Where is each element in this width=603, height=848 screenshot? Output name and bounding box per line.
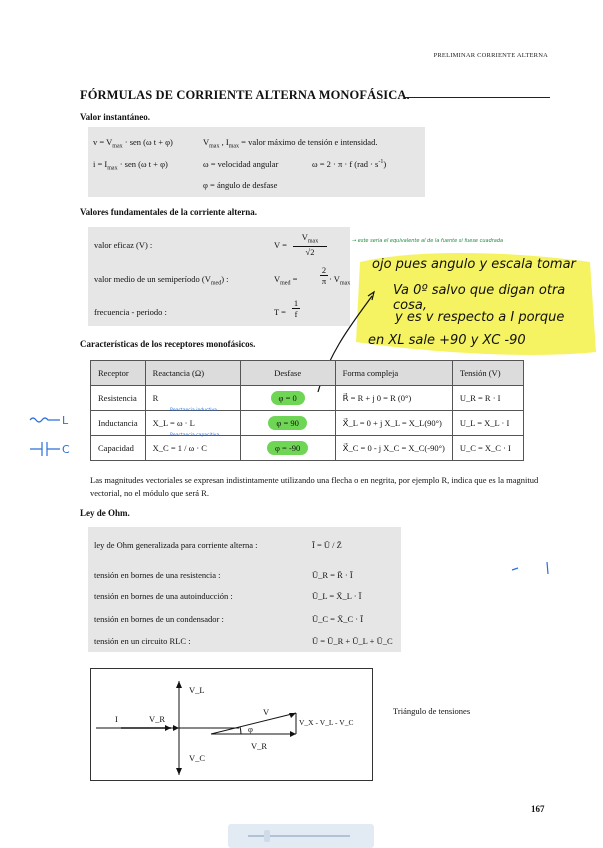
table-header-cell: Desfase (240, 361, 335, 386)
cell-compleja: X⃗_C = 0 - j X_C = X_C(-90°) (335, 436, 452, 461)
capacitance-handnote: Reactancia capacitiva (170, 433, 220, 438)
section-instant: Valor instantáneo. (80, 112, 151, 122)
arrowhead-VC (176, 768, 182, 775)
receivers-table (90, 360, 524, 461)
label-V: V (263, 707, 270, 717)
desfase-highlight: φ = -90 (267, 441, 308, 455)
ohm-formula: Ū_L = X̄_L · Ī (312, 591, 362, 601)
label-VX: V_X - V_L - V_C (299, 718, 354, 727)
freq-label: frecuencia - periodo : (94, 307, 167, 317)
mean-formula: $V_{med}$ = (274, 274, 298, 287)
vmax-def: $V_{max}$ , $I_{max}$ = valor máximo de tensión e intensidad. (203, 137, 378, 150)
section-fundamental: Valores fundamentales de la corriente alterna. (80, 207, 257, 217)
label-VC: V_C (189, 753, 206, 763)
section-receivers: Características de los receptores monofásicos. (80, 339, 256, 349)
table-row (91, 436, 524, 461)
cell-reactancia: X_L = ω · L (145, 411, 240, 436)
desfase-highlight: φ = 90 (268, 416, 306, 430)
arrowhead-V (289, 713, 296, 718)
rms-lhs: V = (274, 240, 287, 250)
cell-receptor: Inductancia (91, 411, 146, 436)
blue-tick-mark (512, 568, 518, 570)
freq-lhs: T = (274, 307, 286, 317)
rms-fraction: $V_{max}$ √2 (293, 232, 327, 257)
inductor-sketch (30, 418, 60, 422)
green-handwritten-note: → este seria el equivalente al de la fuente si fuese cuadrada (352, 238, 504, 244)
mean-fraction: 2 π (321, 265, 327, 286)
label-VR: V_R (149, 714, 166, 724)
phasor-diagram-box (90, 668, 373, 781)
left-handnote-C: C (62, 443, 70, 456)
cell-compleja: R⃗ = R + j 0 = R (0°) (335, 386, 452, 411)
page-number: 167 (531, 804, 545, 814)
mean-rest: · $V_{max}$ (329, 274, 351, 287)
cell-desfase (240, 386, 335, 411)
page-title: FÓRMULAS DE CORRIENTE ALTERNA MONOFÁSICA. (80, 88, 410, 102)
mean-label: valor medio de un semiperíodo $(V_{med})$ : (94, 274, 229, 287)
freq-fraction: 1 f (293, 298, 299, 319)
handwritten-line-4: en XL sale +90 y XC -90 (368, 333, 526, 348)
label-VL: V_L (189, 685, 205, 695)
cell-desfase (240, 411, 335, 436)
label-phi: φ (248, 724, 253, 734)
zoom-toolbar[interactable] (228, 824, 374, 848)
cell-tension: U_C = X_C · I (452, 436, 523, 461)
diagram-caption: Triángulo de tensiones (393, 706, 471, 716)
ohm-box (88, 527, 401, 652)
left-handnote-L: L (62, 414, 69, 427)
capacitor-sketch (30, 442, 60, 456)
table-header-cell: Receptor (91, 361, 146, 386)
phi-def: φ = ángulo de desfase (203, 180, 278, 190)
cell-tension: U_L = X_L · I (452, 411, 523, 436)
arrowhead-I (165, 725, 171, 731)
cell-reactancia: R (145, 386, 240, 411)
cell-reactancia: X_C = 1 / ω · C (145, 436, 240, 461)
handwritten-line-2: Va 0º salvo que digan otra cosa, (393, 283, 566, 313)
inductance-handnote: Reactancia inductiva (170, 408, 217, 413)
phi-arc (240, 727, 241, 734)
table-header-row (91, 361, 524, 386)
ohm-formula: Ū = Ū_R + Ū_L + Ū_C (312, 636, 393, 646)
rms-label: valor eficaz (V) : (94, 240, 153, 250)
ohm-label: tensión en bornes de una resistencia : (94, 570, 221, 580)
desfase-highlight: φ = 0 (271, 391, 305, 405)
ohm-label: tensión en bornes de un condensador : (94, 614, 224, 624)
i-formula: $i = I_{max}$ · sen (ω t + φ) (93, 159, 168, 172)
label-VR2: V_R (251, 741, 268, 751)
handwritten-line-3: y es v respecto a I porque (395, 310, 565, 325)
section-ohm: Ley de Ohm. (80, 508, 130, 518)
zoom-slider-handle[interactable] (264, 830, 270, 842)
arrowhead-VR (173, 725, 179, 731)
paragraph-vectors: Las magnitudes vectoriales se expresan indistintamente utilizando una flecha o en negrita, por ejemplo R, indica que es la magnitud vectorial, no el módulo que será R. (90, 475, 539, 498)
arrowhead-VR2 (290, 731, 296, 737)
omega-formula: ω = 2 · π · f $(rad \cdot s^{-1})$ (312, 159, 387, 169)
table-row (91, 411, 524, 436)
table-header-cell: Forma compleja (335, 361, 452, 386)
table-header-cell: Reactancia (Ω) (145, 361, 240, 386)
vector-V (211, 713, 296, 734)
cell-compleja: X⃗_L = 0 + j X_L = X_L(90°) (335, 411, 452, 436)
handwritten-line-1: ojo pues angulo y escala tomar (372, 257, 576, 272)
arrowhead-VL (176, 681, 182, 688)
table-header-cell: Tensión (V) (452, 361, 523, 386)
table-row (91, 386, 524, 411)
cell-receptor: Resistencia (91, 386, 146, 411)
ohm-label: ley de Ohm generalizada para corriente alterna : (94, 540, 258, 550)
running-header: PRELIMINAR CORRIENTE ALTERNA (433, 52, 548, 59)
cell-tension: U_R = R · I (452, 386, 523, 411)
ohm-formula: Ī = Ū / Z̄ (312, 540, 342, 550)
ohm-formula: Ū_R = R̄ · Ī (312, 570, 353, 580)
omega-def: ω = velocidad angular (203, 159, 279, 169)
ohm-label: tensión en un circuito RLC : (94, 636, 191, 646)
label-I: I (115, 714, 118, 724)
blue-tick-mark-2 (547, 562, 548, 574)
ohm-formula: Ū_C = X̄_C · Ī (312, 614, 364, 624)
v-formula: $v = V_{max}$ · sen (ω t + φ) (93, 137, 173, 150)
cell-receptor: Capacidad (91, 436, 146, 461)
cell-desfase (240, 436, 335, 461)
ohm-label: tensión en bornes de una autoinducción : (94, 591, 233, 601)
